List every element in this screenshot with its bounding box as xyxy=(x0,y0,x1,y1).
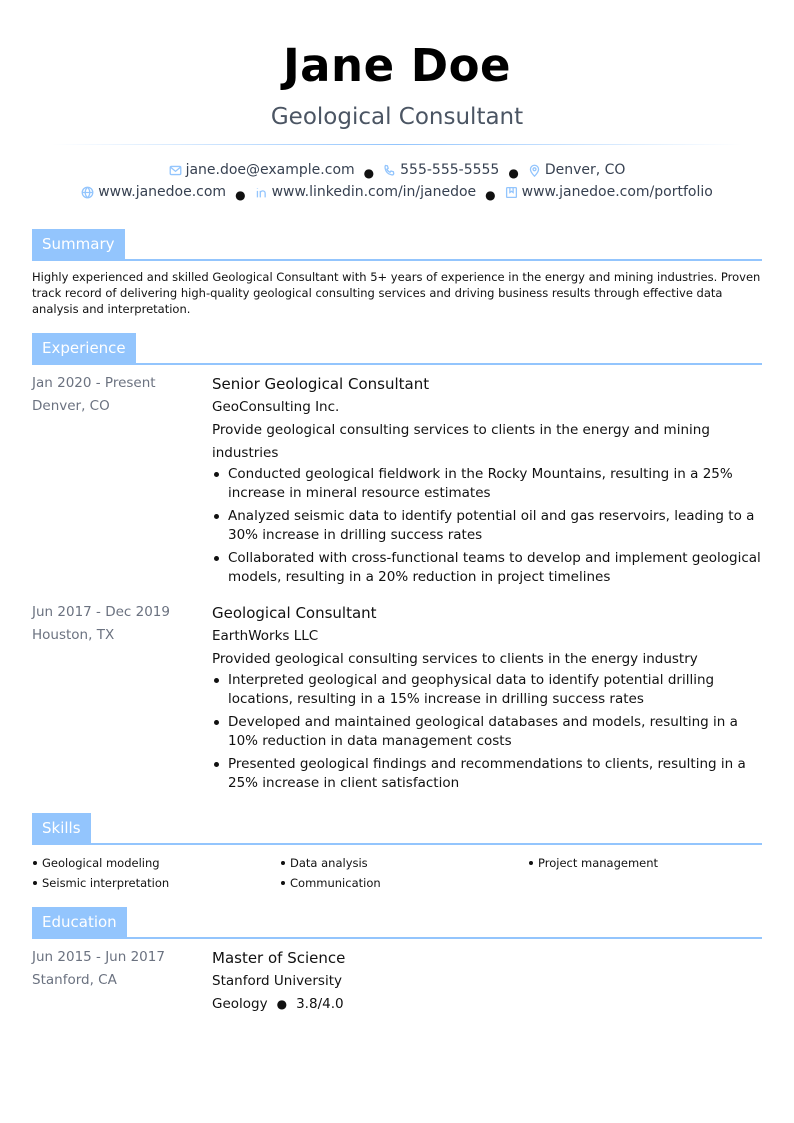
section-rule xyxy=(32,937,762,939)
entry-company: EarthWorks LLC xyxy=(212,628,319,644)
mail-icon xyxy=(169,164,182,177)
contact-phone[interactable] xyxy=(383,161,499,180)
section-rule xyxy=(32,843,762,845)
section-heading: Education xyxy=(32,907,127,938)
contact-location xyxy=(528,161,626,180)
skill-item: Seismic interpretation xyxy=(32,873,280,893)
education-header xyxy=(32,907,762,939)
entry-location: Denver, CO xyxy=(32,398,110,414)
entry-company: GeoConsulting Inc. xyxy=(212,399,340,415)
section-rule xyxy=(32,259,762,261)
separator-dot: ● xyxy=(508,166,519,180)
education-entry xyxy=(32,946,762,1016)
globe-icon xyxy=(81,186,94,199)
experience-section xyxy=(32,333,762,797)
list-item: Developed and maintained geological databases and models, resulting in a 10% reduction in data management costs xyxy=(212,713,762,751)
experience-entry xyxy=(32,601,762,797)
summary-section xyxy=(32,229,762,317)
phone-icon xyxy=(383,164,396,177)
entry-description: Provided geological consulting services to clients in the energy industry xyxy=(212,651,698,667)
entry-bullets xyxy=(212,671,762,793)
separator-dot: ● xyxy=(485,188,496,202)
skill-item: Geological modeling xyxy=(32,853,280,873)
entry-location: Stanford, CA xyxy=(32,972,117,988)
email-text: jane.doe@example.com xyxy=(185,162,355,178)
section-rule xyxy=(32,363,762,365)
list-item: Interpreted geological and geophysical data to identify potential drilling locations, resulting in a 15% increase in drilling success rates xyxy=(212,671,762,709)
contact-row-2 xyxy=(32,183,762,205)
experience-entry xyxy=(32,372,762,591)
entry-dates: Jan 2020 - Present xyxy=(32,375,156,391)
skills-header xyxy=(32,813,762,845)
list-item: Collaborated with cross-functional teams to develop and implement geological models, resulting in a 20% reduction in project timelines xyxy=(212,549,762,587)
contact-row-1 xyxy=(32,161,762,183)
field: Geology xyxy=(212,996,268,1012)
entry-dates: Jun 2017 - Dec 2019 xyxy=(32,604,170,620)
school: Stanford University xyxy=(212,973,342,989)
portfolio-icon xyxy=(505,186,518,199)
job-title: Geological Consultant xyxy=(270,104,524,130)
entry-role: Geological Consultant xyxy=(212,604,377,622)
entry-description: Provide geological consulting services to clients in the energy and mining industries xyxy=(212,422,710,461)
list-item: Conducted geological fieldwork in the Rocky Mountains, resulting in a 25% increase in mineral resource estimates xyxy=(212,465,762,503)
section-heading: Experience xyxy=(32,333,136,364)
title-divider xyxy=(52,144,742,145)
contact-email[interactable] xyxy=(169,161,355,180)
entry-body xyxy=(212,601,762,797)
entry-body xyxy=(212,372,762,591)
section-heading: Summary xyxy=(32,229,125,260)
separator-dot: ● xyxy=(235,188,246,202)
entry-dates: Jun 2015 - Jun 2017 xyxy=(32,949,165,965)
summary-text: Highly experienced and skilled Geological Consultant with 5+ years of experience in the energy and mining industries. Proven track record of delivering high-quality geological consulting services and driving business results through effective data analysis and interpretation. xyxy=(32,270,761,316)
separator-dot: ● xyxy=(276,997,288,1011)
gpa: 3.8/4.0 xyxy=(296,996,344,1012)
field-and-gpa xyxy=(212,993,762,1016)
contact-portfolio[interactable] xyxy=(505,183,713,202)
skill-item: Data analysis xyxy=(280,853,528,873)
phone-text: 555-555-5555 xyxy=(400,162,500,178)
summary-header xyxy=(32,229,762,261)
education-section xyxy=(32,907,762,1016)
section-heading: Skills xyxy=(32,813,91,844)
entry-meta xyxy=(32,601,212,797)
contact-linkedin[interactable] xyxy=(255,183,477,202)
separator-dot: ● xyxy=(363,166,375,180)
entry-bullets xyxy=(212,465,762,587)
entry-body xyxy=(212,946,762,1016)
skill-item: Project management xyxy=(528,853,776,873)
candidate-name: Jane Doe xyxy=(282,39,512,92)
contact-website[interactable] xyxy=(81,183,226,202)
degree: Master of Science xyxy=(212,949,346,967)
entry-location: Houston, TX xyxy=(32,627,115,643)
portfolio-text: www.janedoe.com/portfolio xyxy=(521,184,713,200)
linkedin-icon xyxy=(255,186,268,199)
skills-grid xyxy=(32,853,762,893)
location-text: Denver, CO xyxy=(544,162,626,178)
skill-item: Communication xyxy=(280,873,528,893)
entry-meta xyxy=(32,372,212,591)
website-text: www.janedoe.com xyxy=(98,184,227,200)
skills-section xyxy=(32,813,762,893)
linkedin-text: www.linkedin.com/in/janedoe xyxy=(271,184,477,200)
list-item: Analyzed seismic data to identify potential oil and gas reservoirs, leading to a 30% increase in drilling success rates xyxy=(212,507,762,545)
list-item: Presented geological findings and recommendations to clients, resulting in a 25% increase in client satisfaction xyxy=(212,755,762,793)
location-pin-icon xyxy=(528,164,541,177)
entry-meta xyxy=(32,946,212,1016)
experience-header xyxy=(32,333,762,365)
entry-role: Senior Geological Consultant xyxy=(212,375,430,393)
